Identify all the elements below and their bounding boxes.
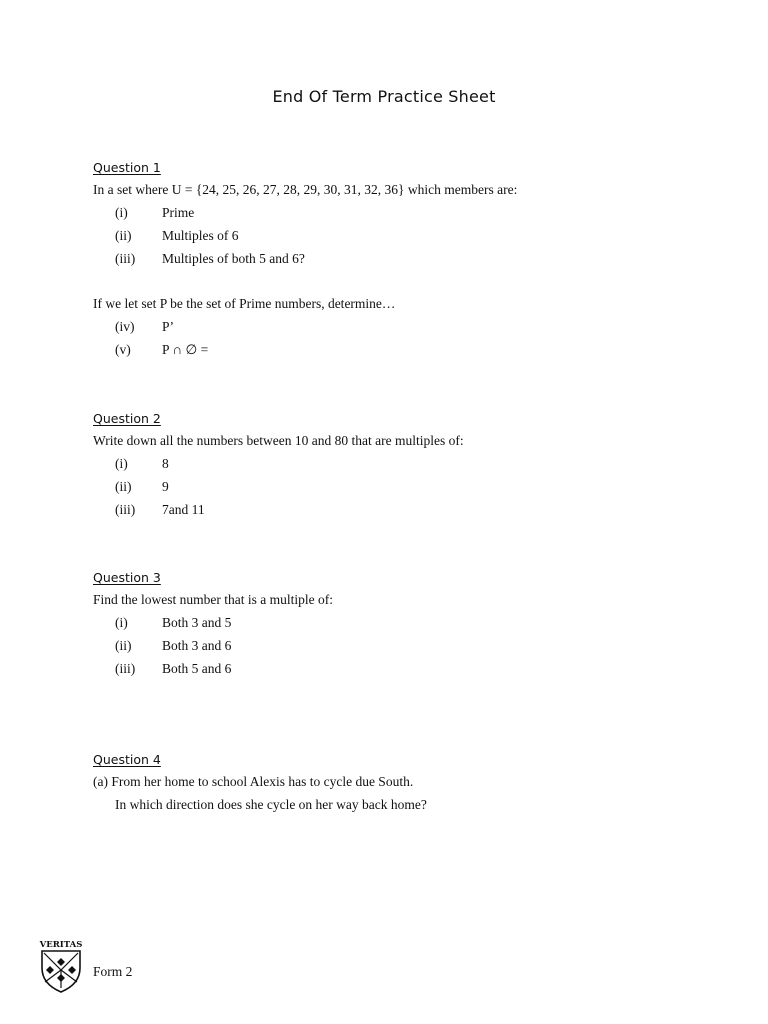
item-text: Multiples of 6 [162, 228, 239, 243]
item-text: Multiples of both 5 and 6? [162, 251, 305, 266]
footer-form-label: Form 2 [93, 964, 133, 979]
list-item [115, 205, 194, 221]
item-number: (ii) [115, 638, 132, 653]
item-number: (iii) [115, 502, 136, 517]
list-item [115, 661, 231, 677]
item-text: P ∩ ∅ = [162, 342, 209, 357]
item-text: Both 3 and 6 [162, 638, 232, 653]
item-number: (iv) [115, 319, 135, 334]
question-4-heading: Question 4 [93, 752, 161, 767]
item-number: (ii) [115, 479, 132, 494]
item-number: (iii) [115, 661, 136, 676]
question-1-heading: Question 1 [93, 160, 161, 175]
crest-motto: VERITAS [39, 940, 83, 950]
list-item [115, 479, 169, 495]
item-text: Both 3 and 5 [162, 615, 232, 630]
list-item [115, 615, 231, 631]
list-item [115, 228, 239, 244]
item-number: (ii) [115, 228, 132, 243]
question-3-prompt: Find the lowest number that is a multiple of: [93, 592, 333, 607]
list-item [115, 251, 305, 267]
page-title: End Of Term Practice Sheet [272, 87, 496, 106]
list-item [115, 342, 208, 358]
question-2-heading: Question 2 [93, 411, 161, 426]
school-crest-icon [37, 938, 85, 994]
list-item [115, 638, 231, 654]
question-2-prompt: Write down all the numbers between 10 and 80 that are multiples of: [93, 433, 464, 448]
item-number: (i) [115, 615, 128, 630]
question-4-part-a-continued: In which direction does she cycle on her way back home? [115, 797, 427, 812]
question-1-prompt: In a set where U = {24, 25, 26, 27, 28, 29, 30, 31, 32, 36} which members are: [93, 182, 518, 197]
item-text: Both 5 and 6 [162, 661, 232, 676]
list-item [115, 502, 205, 518]
item-number: (iii) [115, 251, 136, 266]
item-text: 7and 11 [162, 502, 205, 517]
item-text: P’ [162, 319, 175, 334]
question-3-heading: Question 3 [93, 570, 161, 585]
question-1-prompt-2: If we let set P be the set of Prime numbers, determine… [93, 296, 396, 311]
list-item [115, 456, 169, 472]
item-number: (v) [115, 342, 131, 357]
item-number: (i) [115, 205, 128, 220]
list-item [115, 319, 174, 335]
item-text: Prime [162, 205, 195, 220]
item-text: 8 [162, 456, 169, 471]
item-text: 9 [162, 479, 169, 494]
item-number: (i) [115, 456, 128, 471]
question-4-part-a: (a) From her home to school Alexis has to cycle due South. [93, 774, 414, 789]
